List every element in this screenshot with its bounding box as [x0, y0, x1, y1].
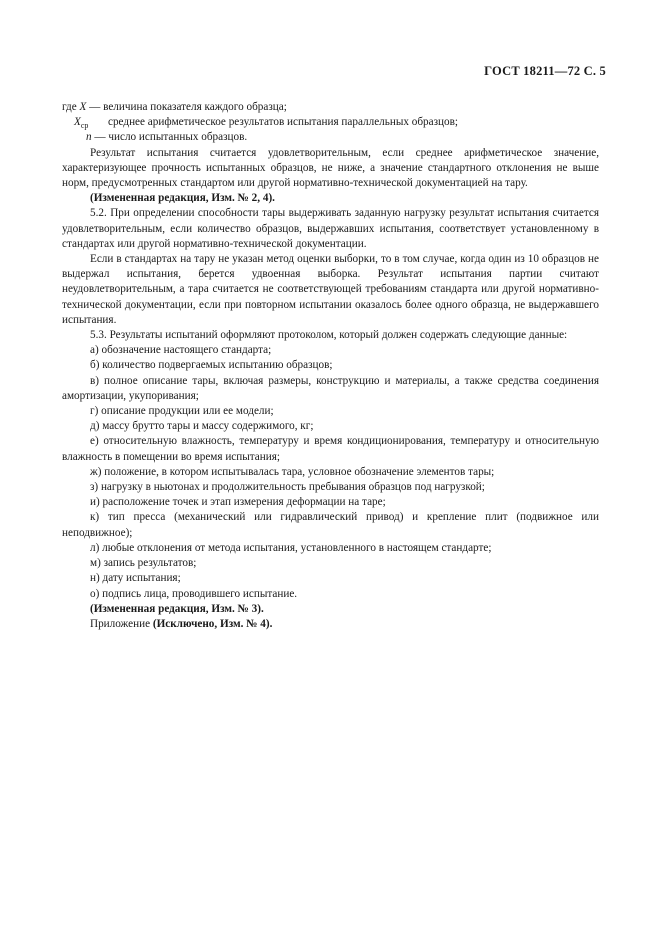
change-note-2: (Измененная редакция, Изм. № 3). — [90, 602, 264, 615]
list-item: о) подпись лица, проводившего испытание. — [90, 587, 298, 600]
list-item: и) расположение точек и этап измерения деформации на таре; — [90, 496, 386, 509]
var-xcp-sub: ср — [80, 121, 89, 131]
list-item: а) обозначение настоящего стандарта; — [90, 344, 272, 357]
var-xcp-base: X — [74, 116, 81, 129]
var-x: X — [79, 101, 87, 113]
list-item: м) запись результатов; — [90, 557, 197, 570]
definition-xcp — [62, 115, 599, 130]
list-item: б) количество подвергаемых испытанию образцов; — [90, 359, 333, 372]
list-item: л) любые отклонения от метода испытания, установленного в настоящем стандарте; — [90, 541, 492, 554]
list-item: е) относительную влажность, температуру и время кондиционирования, температуру и относительную влажность в помещении во время испытания; — [62, 435, 599, 463]
var-n: n — [86, 131, 92, 144]
def-xcp-text: среднее арифметическое результатов испытания параллельных образцов; — [108, 116, 458, 129]
def-n-text: — число испытанных образцов. — [91, 131, 248, 144]
appendix-excluded: (Исключено, Изм. № 4). — [152, 617, 273, 630]
appendix-label: Приложение — [90, 617, 153, 630]
def-prefix: где — [62, 101, 77, 113]
list-item: з) нагрузку в ньютонах и продолжительность пребывания образцов под нагрузкой; — [90, 481, 485, 494]
definition-n — [62, 130, 599, 145]
list-item: г) описание продукции или ее модели; — [90, 405, 274, 418]
change-note-1: (Измененная редакция, Изм. № 2, 4). — [90, 192, 275, 205]
list-item: к) тип пресса (механический или гидравлический привод) и крепление плит (подвижное или неподвижное); — [62, 511, 599, 539]
list-item: д) массу брутто тары и массу содержимого, кг; — [90, 420, 314, 433]
paragraph-result: Результат испытания считается удовлетворительным, если среднее арифметическое значение, характеризующее прочность испытанных образцов, не ниже, а значение стандартного отклонения не выше норм, предусмотренных стандартом или другой нормативно-технической документацией на тару. — [62, 146, 599, 190]
paragraph-5-3: 5.3. Результаты испытаний оформляют протоколом, который должен содержать следующие данные: — [90, 329, 568, 342]
paragraph-sampling: Если в стандартах на тару не указан метод оценки выборки, то в том случае, когда один из 10 образцов не выдержал испытания, берется удвоенная выборка. Результат испытания партии считают неудовлетворительным, а тара считается не соответствующей требованиям стандарта или другой нормативно-технической документации, если при повторном испытании оказалось более одного образца, не выдержавшего испытания. — [62, 253, 599, 326]
document-body — [62, 100, 599, 632]
paragraph-5-2: 5.2. При определении способности тары выдерживать заданную нагрузку результат испытания считается удовлетворительным, если количество образцов, выдержавших испытания, соответствует установленному в стандартах или другой нормативно-технической документации. — [62, 207, 599, 250]
list-item: в) полное описание тары, включая размеры, конструкцию и материалы, а также средства соединения амортизации, укупоривания; — [62, 374, 599, 402]
page-header: ГОСТ 18211—72 С. 5 — [484, 64, 606, 78]
appendix-note — [62, 617, 599, 632]
list-item: ж) положение, в котором испытывалась тара, условное обозначение элементов тары; — [90, 465, 495, 478]
list-item: н) дату испытания; — [90, 572, 181, 585]
definition-x — [62, 100, 599, 115]
def-x-text: — величина показателя каждого образца; — [86, 101, 287, 113]
var-xcp — [62, 115, 108, 130]
